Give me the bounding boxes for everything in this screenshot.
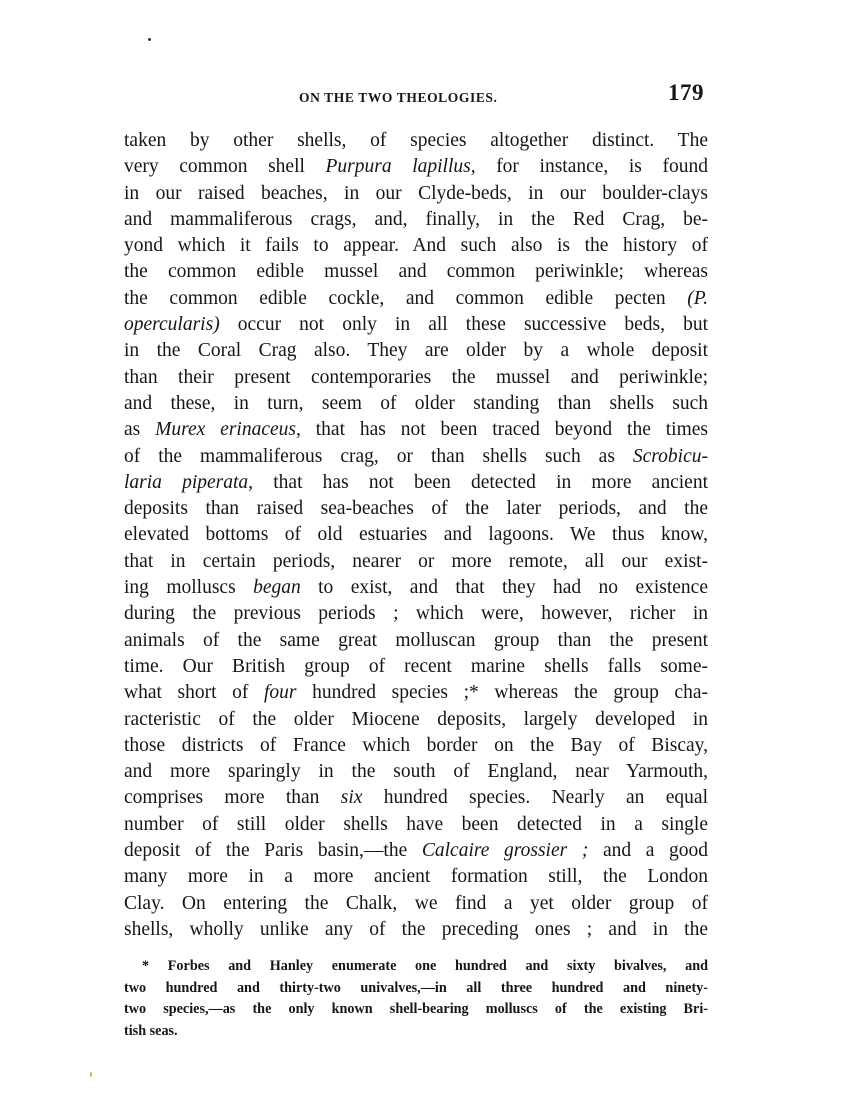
text-run: and these, in turn, seem of older standing than shells such <box>124 392 708 414</box>
text-run: and mammaliferous crags, and, finally, in the Red Crag, be- <box>124 208 708 230</box>
text-line <box>124 312 708 338</box>
body-text <box>124 128 708 943</box>
text-run: yond which it fails to appear. And such also is the history of <box>124 235 708 257</box>
text-line <box>124 680 708 706</box>
text-run: that in certain periods, nearer or more remote, all our exist- <box>124 550 708 572</box>
text-line <box>124 444 708 470</box>
text-line <box>124 864 708 890</box>
running-title: ON THE TWO THEOLOGIES. <box>299 90 498 105</box>
text-run: for instance, is found <box>475 156 708 178</box>
text-run: as <box>124 419 156 441</box>
text-run: during the previous periods ; which were, however, richer in <box>124 603 708 625</box>
text-run: racteristic of the older Miocene deposits, largely developed in <box>124 708 708 730</box>
text-run: the common edible cockle, and common edible pecten <box>124 287 688 309</box>
text-run: deposit of the Paris basin,—the <box>124 840 422 862</box>
text-run: hundred species. Nearly an equal <box>362 787 708 809</box>
text-run: that has not been detected in more ancient <box>253 471 708 493</box>
text-run: comprises more than <box>124 787 341 809</box>
text-run: occur not only in all these successive beds, but <box>219 314 708 336</box>
running-header <box>124 82 708 112</box>
italic-run: Scrobicu- <box>632 445 708 467</box>
text-run: Clay. On entering the Chalk, we find a yet older group of <box>124 892 708 914</box>
text-run: in our raised beaches, in our Clyde-beds, in our boulder-clays <box>124 182 708 204</box>
text-line <box>124 365 708 391</box>
text-line <box>124 917 708 943</box>
text-line <box>124 891 708 917</box>
italic-run: four <box>264 682 297 704</box>
text-run: the common edible mussel and common periwinkle; whereas <box>124 261 708 283</box>
text-line <box>124 128 708 154</box>
text-line <box>124 338 708 364</box>
text-run: that has not been traced beyond the times <box>300 419 708 441</box>
footnote-line: two hundred and thirty-two univalves,—in all three hundred and ninety- <box>124 979 708 996</box>
text-run: many more in a more ancient formation still, the London <box>124 866 708 888</box>
italic-run: Murex erinaceus, <box>155 419 301 441</box>
italic-run: Calcaire grossier ; <box>421 840 589 862</box>
text-line <box>124 733 708 759</box>
text-run: time. Our British group of recent marine shells falls some- <box>124 655 708 677</box>
footnote <box>124 956 708 1042</box>
text-line <box>124 391 708 417</box>
text-line <box>124 259 708 285</box>
text-line <box>124 575 708 601</box>
italic-run: (P. <box>687 287 708 309</box>
text-run: to exist, and that they had no existence <box>300 577 708 599</box>
text-run: than their present contemporaries the mussel and periwinkle; <box>124 366 708 388</box>
text-line <box>124 707 708 733</box>
text-line <box>124 838 708 864</box>
footnote-line: * Forbes and Hanley enumerate one hundred and sixty bivalves, and <box>142 958 708 974</box>
footnote-line: two species,—as the only known shell-bearing molluscs of the existing Bri- <box>124 1001 708 1017</box>
text-line <box>124 496 708 522</box>
text-line <box>124 154 708 180</box>
text-line <box>124 286 708 312</box>
text-line <box>124 812 708 838</box>
text-line <box>124 181 708 207</box>
text-line <box>124 233 708 259</box>
text-run: and a good <box>588 840 708 862</box>
text-line <box>124 549 708 575</box>
italic-run: laria piperata, <box>124 471 254 493</box>
text-run: ing molluscs <box>124 577 254 599</box>
text-line <box>124 417 708 443</box>
text-run: animals of the same great molluscan group than the present <box>124 629 708 651</box>
footnote-line: tish seas. <box>124 1022 178 1039</box>
text-line <box>124 628 708 654</box>
text-run: deposits than raised sea-beaches of the later periods, and the <box>124 498 708 520</box>
ink-speck <box>148 38 151 41</box>
text-line <box>124 785 708 811</box>
page-number: 179 <box>668 80 704 105</box>
text-run: shells, wholly unlike any of the preceding ones ; and in the <box>124 918 708 940</box>
text-run: hundred species ;* whereas the group cha- <box>296 682 708 704</box>
ink-speck <box>90 1072 92 1077</box>
text-line <box>124 522 708 548</box>
italic-run: Purpura lapillus, <box>325 156 476 178</box>
text-run: elevated bottoms of old estuaries and lagoons. We thus know, <box>124 524 708 546</box>
text-run: taken by other shells, of species altogether distinct. The <box>124 130 708 151</box>
text-run: very common shell <box>124 156 326 178</box>
text-line <box>124 470 708 496</box>
text-line <box>124 601 708 627</box>
text-line <box>124 207 708 233</box>
text-run: and more sparingly in the south of England, near Yarmouth, <box>124 761 708 783</box>
text-line <box>124 654 708 680</box>
italic-run: began <box>253 577 301 599</box>
text-run: those districts of France which border on the Bay of Biscay, <box>124 734 708 756</box>
text-run: in the Coral Crag also. They are older by a whole deposit <box>124 340 708 362</box>
text-run: number of still older shells have been detected in a single <box>124 813 708 835</box>
italic-run: six <box>340 787 363 809</box>
text-run: of the mammaliferous crag, or than shells such as <box>124 445 633 467</box>
text-line <box>124 759 708 785</box>
italic-run: opercularis) <box>124 314 220 336</box>
text-run: what short of <box>124 682 265 704</box>
